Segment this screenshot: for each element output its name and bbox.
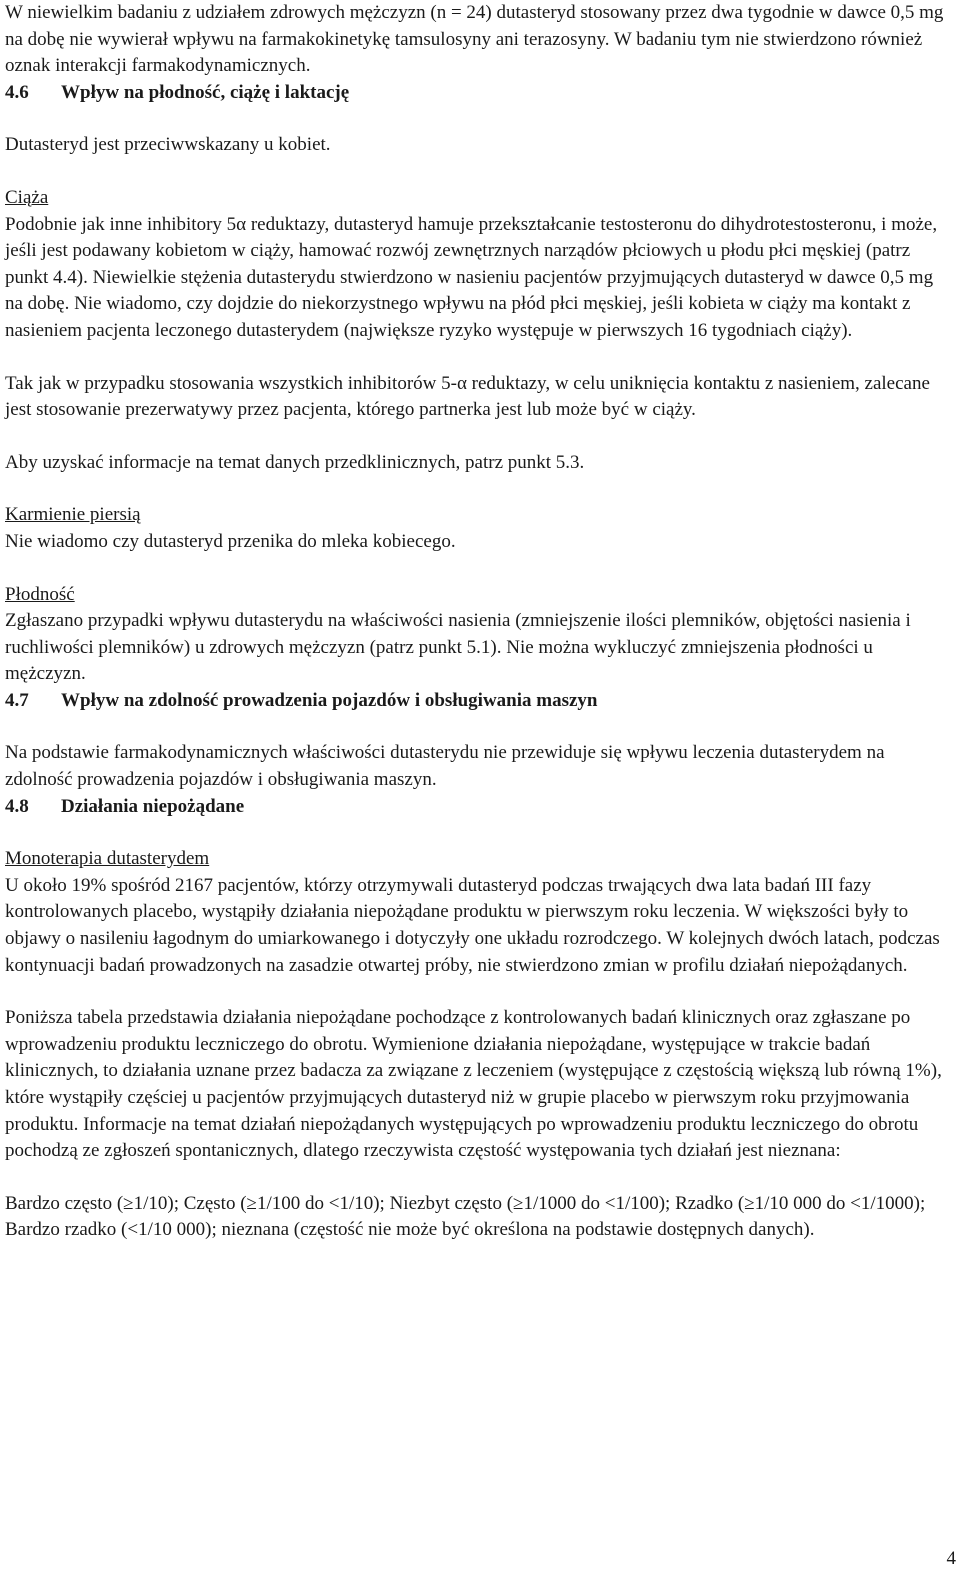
monotherapy-subheading: Monoterapia dutasterydem bbox=[5, 848, 210, 870]
section-heading-4-6 bbox=[5, 80, 955, 107]
page-number: 4 bbox=[946, 1548, 956, 1569]
document-page bbox=[5, 0, 955, 1244]
section-title: Wpływ na płodność, ciążę i laktację bbox=[61, 81, 350, 103]
breastfeeding-subheading: Karmienie piersią bbox=[5, 504, 141, 526]
section-title: Wpływ na zdolność prowadzenia pojazdów i obsługiwania maszyn bbox=[61, 689, 598, 711]
condom-paragraph: Tak jak w przypadku stosowania wszystkich inhibitorów 5-α reduktazy, w celu uniknięcia kontaktu z nasieniem, zalecane jest stosowanie prezerwatywy przez pacjenta, którego partnerka jest lub może być w ciąży. bbox=[5, 372, 930, 421]
section-number: 4.7 bbox=[5, 689, 29, 711]
fertility-subheading: Płodność bbox=[5, 583, 75, 605]
fertility-paragraph: Zgłaszano przypadki wpływu dutasterydu na właściwości nasienia (zmniejszenie ilości plemników, objętości nasienia i ruchliwości plemników) u zdrowych mężczyzn (patrz punkt 5.1). Nie można wykluczyć zmniejszenia płodności u mężczyzn. bbox=[5, 610, 911, 685]
frequency-definition-paragraph: Bardzo często (≥1/10); Często (≥1/100 do <1/10); Niezbyt często (≥1/1000 do <1/100); Rzadko (≥1/10 000 do <1/1000); Bardzo rzadko (<1/10 000); nieznana (częstość nie może być określona na podstawie dostępnych danych). bbox=[5, 1192, 926, 1241]
monotherapy-paragraph: U około 19% spośród 2167 pacjentów, którzy otrzymywali dutasteryd podczas trwających dwa lata badań III fazy kontrolowanych placebo, wystąpiły działania niepożądane produktu w pierwszym roku leczenia. W większości były to objawy o nasileniu łagodnym do umiarkowanego i dotyczyły one układu rozrodczego. W kolejnych dwóch latach, podczas kontynuacji badań prowadzonych na zasadzie otwartej próby, nie stwierdzono zmian w profilu działań niepożądanych. bbox=[5, 874, 940, 976]
preclinical-paragraph: Aby uzyskać informacje na temat danych przedklinicznych, patrz punkt 5.3. bbox=[5, 451, 585, 473]
pregnancy-block bbox=[5, 185, 955, 345]
adverse-table-intro-paragraph: Poniższa tabela przedstawia działania niepożądane pochodzące z kontrolowanych badań klinicznych oraz zgłaszane po wprowadzeniu produktu leczniczego do obrotu. Wymienione działania niepożądane, występujące w trakcie badań klinicznych, to działania uznane przez badacza za związane z leczeniem (występujące z częstością większą lub równą 1%), które wystąpiły częściej u pacjentów przyjmujących dutasteryd niż w grupie placebo w pierwszym roku przyjmowania produktu. Informacje na temat działań niepożądanych występujących po wprowadzeniu produktu leczniczego do obrotu pochodzą ze zgłoszeń spontanicznych, dlatego rzeczywista częstość występowania tych działań jest nieznana: bbox=[5, 1007, 942, 1162]
fertility-block bbox=[5, 582, 955, 688]
section-heading-4-7 bbox=[5, 688, 955, 715]
section-number: 4.6 bbox=[5, 81, 29, 103]
pregnancy-paragraph: Podobnie jak inne inhibitory 5α reduktazy, dutasteryd hamuje przekształcanie testosteronu do dihydrotestosteronu, i może, jeśli jest podawany kobietom w ciąży, hamować rozwój zewnętrznych narządów płciowych u płodu płci męskiej (patrz punkt 4.4). Niewielkie stężenia dutasterydu stwierdzono w nasieniu pacjentów przyjmujących dutasteryd w dawce 0,5 mg na dobę. Nie wiadomo, czy dojdzie do niekorzystnego wpływu na płód płci męskiej, jeśli kobieta w ciąży ma kontakt z nasieniem pacjenta leczonego dutasterydem (największe ryzyko występuje w pierwszych 16 tygodniach ciąży). bbox=[5, 213, 938, 341]
breastfeeding-block bbox=[5, 502, 955, 555]
contraindication-paragraph: Dutasteryd jest przeciwwskazany u kobiet. bbox=[5, 134, 331, 156]
breastfeeding-paragraph: Nie wiadomo czy dutasteryd przenika do mleka kobiecego. bbox=[5, 530, 456, 552]
section-heading-4-8 bbox=[5, 794, 955, 821]
intro-paragraph: W niewielkim badaniu z udziałem zdrowych mężczyzn (n = 24) dutasteryd stosowany przez dwa tygodnie w dawce 0,5 mg na dobę nie wywierał wpływu na farmakokinetykę tamsulosyny ani terazosyny. W badaniu tym nie stwierdzono również oznak interakcji farmakodynamicznych. bbox=[5, 2, 944, 77]
driving-paragraph: Na podstawie farmakodynamicznych właściwości dutasterydu nie przewiduje się wpływu leczenia dutasterydem na zdolność prowadzenia pojazdów i obsługiwania maszyn. bbox=[5, 742, 885, 791]
monotherapy-block bbox=[5, 846, 955, 979]
pregnancy-subheading: Ciąża bbox=[5, 186, 49, 208]
section-number: 4.8 bbox=[5, 795, 29, 817]
section-title: Działania niepożądane bbox=[61, 795, 245, 817]
